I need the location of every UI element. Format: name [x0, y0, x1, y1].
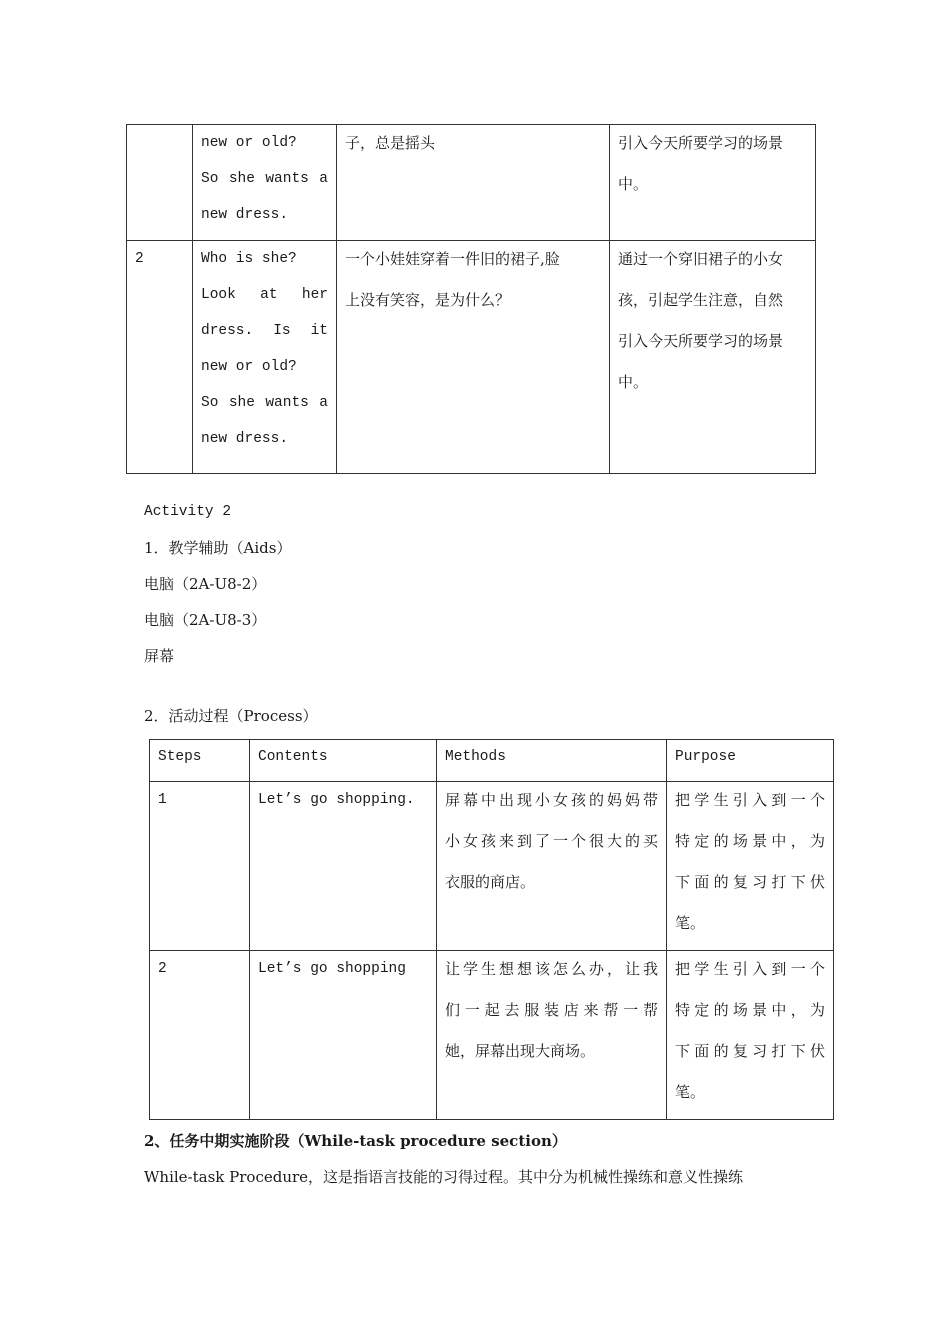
methods-line: 上没有笑容，是为什么？: [345, 291, 511, 309]
purpose-line: 孩，引起学生注意，自然: [618, 291, 784, 309]
methods-line: 让学生想想该怎么办，让我: [445, 960, 658, 978]
methods-line: 们一起去服装店来帮一帮: [445, 1001, 658, 1019]
methods-line: 一个小娃娃穿着一件旧的裙子,脸: [345, 250, 560, 268]
header-purpose: Purpose: [667, 740, 834, 782]
header-contents: Contents: [250, 740, 437, 782]
methods-cell: [437, 951, 667, 1120]
contents-cell: Let’s go shopping: [250, 951, 437, 1120]
purpose-line: 引入今天所要学习的场景: [618, 332, 784, 350]
step-cell: 1: [150, 782, 250, 951]
process-heading: 2．活动过程（Process）: [144, 707, 318, 725]
aids-heading: 1．教学辅助（Aids）: [144, 539, 292, 557]
purpose-line: 把学生引入到一个: [675, 791, 825, 809]
purpose-line: 中。: [618, 373, 649, 391]
aids-item: 电脑（2A-U8-3）: [144, 611, 267, 629]
purpose-line: 引入今天所要学习的场景: [618, 134, 784, 152]
contents-cell: Let’s go shopping.: [250, 782, 437, 951]
purpose-cell: [610, 125, 816, 241]
purpose-line: 中。: [618, 175, 649, 193]
contents-line: new or old?: [201, 359, 297, 375]
methods-line: 衣服的商店。: [445, 873, 536, 891]
table-header-row: [150, 740, 834, 782]
contents-line: So she wants a: [201, 171, 328, 187]
lesson-table-continued: [126, 124, 816, 474]
purpose-cell: [667, 951, 834, 1120]
activity-title: Activity 2: [144, 504, 232, 520]
step-cell: 2: [127, 241, 193, 474]
contents-cell: [193, 125, 337, 241]
purpose-line: 笔。: [675, 1083, 706, 1101]
purpose-line: 笔。: [675, 914, 706, 932]
section-heading: 2、任务中期实施阶段（While-task procedure section）: [144, 1132, 567, 1150]
table-row: [127, 125, 816, 241]
table-row: [150, 782, 834, 951]
purpose-cell: [667, 782, 834, 951]
contents-line: So she wants a: [201, 395, 328, 411]
methods-cell: [437, 782, 667, 951]
header-methods: Methods: [437, 740, 667, 782]
contents-line: Who is she?: [201, 251, 297, 267]
methods-line: 子，总是摇头: [345, 134, 436, 152]
contents-cell: [193, 241, 337, 474]
contents-line: Look at her: [201, 287, 328, 303]
table-row: [127, 241, 816, 474]
process-table: [149, 739, 834, 1120]
purpose-line: 特定的场景中，为: [675, 1001, 825, 1019]
methods-line: 她，屏幕出现大商场。: [445, 1042, 596, 1060]
purpose-line: 通过一个穿旧裙子的小女: [618, 250, 784, 268]
aids-item: 屏幕: [144, 647, 175, 665]
purpose-line: 特定的场景中，为: [675, 832, 825, 850]
contents-line: new dress.: [201, 207, 289, 223]
purpose-cell: [610, 241, 816, 474]
contents-line: new or old?: [201, 135, 297, 151]
step-cell: [127, 125, 193, 241]
methods-line: 屏幕中出现小女孩的妈妈带: [445, 791, 658, 809]
methods-line: 小女孩来到了一个很大的买: [445, 832, 658, 850]
step-cell: 2: [150, 951, 250, 1120]
section-body: While-task Procedure，这是指语言技能的习得过程。其中分为机械性操练和意义性操练: [144, 1168, 744, 1186]
contents-line: new dress.: [201, 431, 289, 447]
purpose-line: 下面的复习打下伏: [675, 1042, 825, 1060]
aids-item: 电脑（2A-U8-2）: [144, 575, 267, 593]
contents-line: dress. Is it: [201, 323, 328, 339]
header-steps: Steps: [150, 740, 250, 782]
purpose-line: 下面的复习打下伏: [675, 873, 825, 891]
methods-cell: [337, 241, 610, 474]
table-row: [150, 951, 834, 1120]
purpose-line: 把学生引入到一个: [675, 960, 825, 978]
methods-cell: [337, 125, 610, 241]
